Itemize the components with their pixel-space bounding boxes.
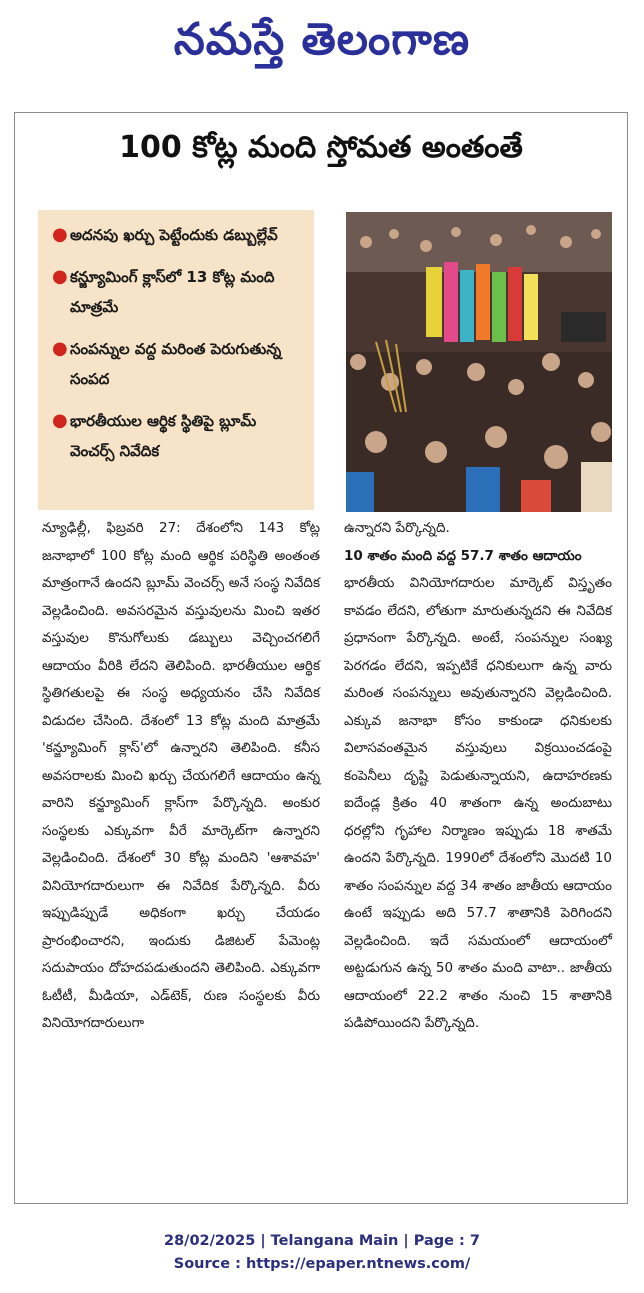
highlight-item bbox=[52, 406, 304, 466]
footer-date-line: 28/02/2025 | Telangana Main | Page : 7 bbox=[163, 1233, 480, 1249]
highlight-text: భారతీయుల ఆర్థిక స్థితిపై బ్లూమ్ వెంచర్స్ నివేదిక bbox=[70, 412, 257, 460]
bullet-icon: ● bbox=[52, 338, 68, 359]
highlight-text: కన్జ్యూమింగ్ క్లాస్‌లో 13 కోట్ల మంది మాత్రమే bbox=[70, 268, 275, 316]
article-body-right: భారతీయ వినియోగదారుల మార్కెట్ విస్తృతం కావడం లేదని, లోతుగా మారుతున్నదని ఈ నివేదిక ప్రధానంగా పేర్కొన్నది. అంటే, సంపన్నుల సంఖ్య పెరగడం లేదని, ఇప్పటికే ధనికులుగా ఉన్న వారు మరింత సంపన్నులు అవుతున్నారని వెల్లడించింది. ఎక్కువ జనాభా కోసం కాకుండా ధనికులకు విలాసవంతమైన వస్తువులు విక్రయించడంపై కంపెనీలు దృష్టి పెడుతున్నాయని, ఉదాహరణకు ఐదేండ్ల క్రితం 40 శాతంగా ఉన్న అందుబాటు ధరల్లోని గృహాల నిర్మాణం ఇప్పుడు 18 శాతమే ఉందని పేర్కొన్నది. 1990లో దేశంలోని మొదటి 10 శాతం సంపన్నుల వద్ద 34 శాతం జాతీయ ఆదాయం ఉంటే ఇప్పుడు అది 57.7 శాతానికి పెరిగిందని వెల్లడించింది. ఇదే సమయంలో ఆదాయంలో అట్టడుగున ఉన్న 50 శాతం మంది వాటా.. జాతీయ ఆదాయంలో 22.2 శాతం నుంచి 15 శాతానికి పడిపోయిందని పేర్కొన్నది. bbox=[344, 575, 612, 1031]
highlight-text: అదనపు ఖర్చు పెట్టేందుకు డబ్బుల్లేవ్ bbox=[70, 226, 278, 244]
bullet-icon: ● bbox=[52, 266, 68, 287]
article-subheading: 10 శాతం మంది వద్ద 57.7 శాతం ఆదాయం bbox=[344, 547, 582, 564]
masthead bbox=[0, 0, 644, 90]
highlight-item bbox=[52, 262, 304, 322]
bullet-icon: ● bbox=[52, 224, 68, 245]
highlight-item bbox=[52, 220, 304, 250]
article-column-right bbox=[344, 515, 612, 1038]
masthead-title: నమస్తే తెలంగాణ bbox=[173, 14, 471, 65]
bullet-icon: ● bbox=[52, 410, 68, 431]
crowd-photo bbox=[346, 212, 612, 512]
article-column-left bbox=[42, 515, 320, 1038]
article-body-left: న్యూఢిల్లీ, ఫిబ్రవరి 27: దేశంలోని 143 కోట్ల జనాభాలో 100 కోట్ల మంది ఆర్థిక పరిస్థితి అంతంత మాత్రంగానే ఉందని బ్లూమ్ వెంచర్స్ అనే సంస్థ నివేదిక వెల్లడించింది. అవసరమైన వస్తువులను మించి ఇతర వస్తువుల కొనుగోలుకు డబ్బులు వెచ్చించగలిగే ఆదాయం వీరికి లేదని తెలిపింది. భారతీయుల ఆర్థిక స్థితిగతులపై ఈ సంస్థ అధ్యయనం చేసి నివేదిక విడుదల చేసింది. దేశంలో 13 కోట్ల మంది మాత్రమే 'కన్జ్యూమింగ్ క్లాస్'లో ఉన్నారని తెలిపింది. కనీస అవసరాలకు మించి ఖర్చు చేయగలిగే ఆదాయం ఉన్న వారిని కన్జ్యూమింగ్ క్లాస్‌గా పేర్కొన్నది. అంకుర సంస్థలకు ఎక్కువగా వీరే మార్కెట్‌గా ఉన్నారని వెల్లడించింది. దేశంలో 30 కోట్ల మందిని 'ఆశావహ' వినియోగదారులుగా ఈ నివేదిక పేర్కొన్నది. వీరు ఇప్పుడిప్పుడే అధికంగా ఖర్చు చేయడం ప్రారంభించారని, ఇందుకు డిజిటల్ పేమెంట్ల సదుపాయం దోహదపడుతుందని తెలిపింది. ఎక్కువగా ఓటీటీ, మీడియా, ఎడ్‌టెక్, రుణ సంస్థలకు వీరు వినియోగదారులుగా bbox=[42, 520, 320, 1031]
footer-source-link[interactable]: Source : https://epaper.ntnews.com/ bbox=[173, 1256, 471, 1272]
article-body-right-lead: ఉన్నారని పేర్కొన్నది. bbox=[344, 520, 450, 536]
crowd-photo-image bbox=[346, 212, 612, 512]
highlight-item bbox=[52, 334, 304, 394]
highlights-box bbox=[38, 210, 314, 510]
highlight-text: సంపన్నుల వద్ద మరింత పెరుగుతున్న సంపద bbox=[70, 340, 282, 388]
headline: 100 కోట్ల మంది స్తోమత అంతంతే bbox=[119, 130, 523, 165]
